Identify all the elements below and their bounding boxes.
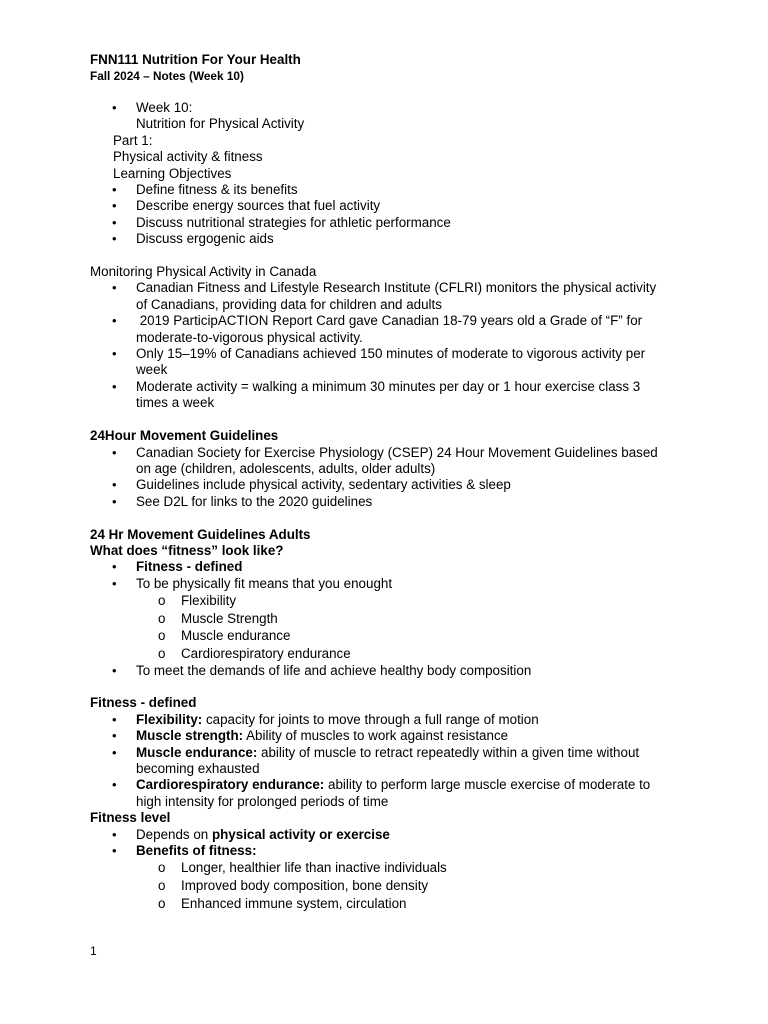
bullet-icon: • <box>112 493 117 509</box>
list-item: • Describe energy sources that fuel activity <box>112 198 381 214</box>
bullet-icon: • <box>112 444 117 460</box>
bullet-icon: • <box>112 231 117 247</box>
list-item: • Only 15–19% of Canadians achieved 150 minutes of moderate to vigorous activity per week <box>112 346 646 378</box>
list-item: • Muscle endurance: ability of muscle to retract repeatedly within a given time without becoming exhausted <box>112 744 640 776</box>
monitoring-list <box>90 280 690 411</box>
list-item: • Guidelines include physical activity, sedentary activities & sleep <box>112 477 511 493</box>
bullet-icon: • <box>112 575 117 591</box>
circle-bullet-icon: o <box>158 645 166 661</box>
bullet-icon: • <box>112 777 117 793</box>
document-title: FNN111 Nutrition For Your Health <box>90 52 301 67</box>
spacer <box>90 412 690 428</box>
spacer <box>90 679 690 695</box>
week-topic: Nutrition for Physical Activity <box>136 116 305 132</box>
bullet-icon: • <box>112 842 117 858</box>
list-item: • Discuss nutritional strategies for athletic performance <box>112 214 451 230</box>
list-item: • Canadian Fitness and Lifestyle Research Institute (CFLRI) monitors the physical activity of Canadians, providing data for children and adults <box>112 280 657 312</box>
bullet-icon: • <box>112 826 117 842</box>
document-page <box>90 52 690 912</box>
part-label: Part 1: <box>113 132 153 148</box>
circle-bullet-icon: o <box>158 628 166 644</box>
circle-bullet-icon: o <box>158 593 166 609</box>
adults-list-cont <box>90 663 690 679</box>
list-item: • Depends on physical activity or exercise <box>112 826 390 842</box>
movement-list <box>90 445 690 511</box>
part-topic: Physical activity & fitness <box>113 149 263 165</box>
list-item: • Canadian Society for Exercise Physiology (CSEP) 24 Hour Movement Guidelines based on age (children, adolescents, adults, older adults) <box>112 444 658 476</box>
bullet-icon: • <box>112 100 117 115</box>
list-item: • Muscle strength: Ability of muscles to work against resistance <box>112 728 509 744</box>
list-item: • Discuss ergogenic aids <box>112 231 274 247</box>
bullet-icon: • <box>112 662 117 678</box>
list-item: • Moderate activity = walking a minimum 30 minutes per day or 1 hour exercise class 3 times a week <box>112 378 641 411</box>
sub-list-item: o Muscle endurance <box>158 628 291 644</box>
sub-list-item: o Flexibility <box>158 593 237 609</box>
bullet-icon: • <box>112 728 117 744</box>
list-item: • See D2L for links to the 2020 guidelines <box>112 493 373 509</box>
objectives-heading: Learning Objectives <box>113 165 232 181</box>
adults-list <box>90 559 690 592</box>
list-item: • Flexibility: capacity for joints to move through a full range of motion <box>112 711 539 727</box>
fitness-components-list <box>90 592 690 662</box>
list-item: • Define fitness & its benefits <box>112 182 298 198</box>
bullet-icon: • <box>112 198 117 214</box>
fitness-defined-heading: Fitness - defined <box>90 695 197 711</box>
bullet-icon: • <box>112 477 117 493</box>
list-item: • 2019 ParticipACTION Report Card gave Canadian 18-79 years old a Grade of “F” for moderate-to-vigorous physical activity. <box>112 313 643 345</box>
movement-heading: 24Hour Movement Guidelines <box>90 428 279 444</box>
list-item: • Benefits of fitness: <box>112 842 257 858</box>
sub-list-item: o Muscle Strength <box>158 610 278 626</box>
circle-bullet-icon: o <box>158 877 166 893</box>
bullet-icon: • <box>112 182 117 198</box>
fitness-level-heading: Fitness level <box>90 810 171 826</box>
list-item: • Fitness - defined <box>112 559 243 575</box>
document-subtitle: Fall 2024 – Notes (Week 10) <box>90 69 244 83</box>
list-item: • Week 10: <box>112 100 193 115</box>
fitness-definitions-list <box>90 712 690 810</box>
sub-list-item: o Longer, healthier life than inactive individuals <box>158 860 447 876</box>
benefits-list <box>90 859 690 912</box>
spacer <box>90 510 690 526</box>
fitness-level-list <box>90 827 690 860</box>
list-item: • To meet the demands of life and achieve healthy body composition <box>112 662 532 678</box>
adults-heading: 24 Hr Movement Guidelines Adults <box>90 526 311 542</box>
sub-list-item: o Enhanced immune system, circulation <box>158 895 407 911</box>
sub-list-item: o Improved body composition, bone density <box>158 877 429 893</box>
list-item: • To be physically fit means that you enought <box>112 575 393 591</box>
list-item: • Cardiorespiratory endurance: ability to perform large muscle exercise of moderate to high intensity for prolonged periods of time <box>112 777 651 809</box>
sub-list-item: o Cardiorespiratory endurance <box>158 645 351 661</box>
adults-question: What does “fitness” look like? <box>90 542 284 558</box>
bullet-icon: • <box>112 214 117 230</box>
spacer <box>90 248 690 264</box>
circle-bullet-icon: o <box>158 860 166 876</box>
circle-bullet-icon: o <box>158 610 166 626</box>
circle-bullet-icon: o <box>158 895 166 911</box>
objectives-list <box>90 182 690 248</box>
page-number: 1 <box>90 944 97 958</box>
bullet-icon: • <box>112 744 117 760</box>
bullet-icon: • <box>112 378 117 394</box>
monitoring-heading: Monitoring Physical Activity in Canada <box>90 264 317 280</box>
intro-list <box>90 100 690 116</box>
bullet-icon: • <box>112 711 117 727</box>
bullet-icon: • <box>112 313 117 329</box>
bullet-icon: • <box>112 280 117 296</box>
bullet-icon: • <box>112 346 117 362</box>
bullet-icon: • <box>112 559 117 575</box>
